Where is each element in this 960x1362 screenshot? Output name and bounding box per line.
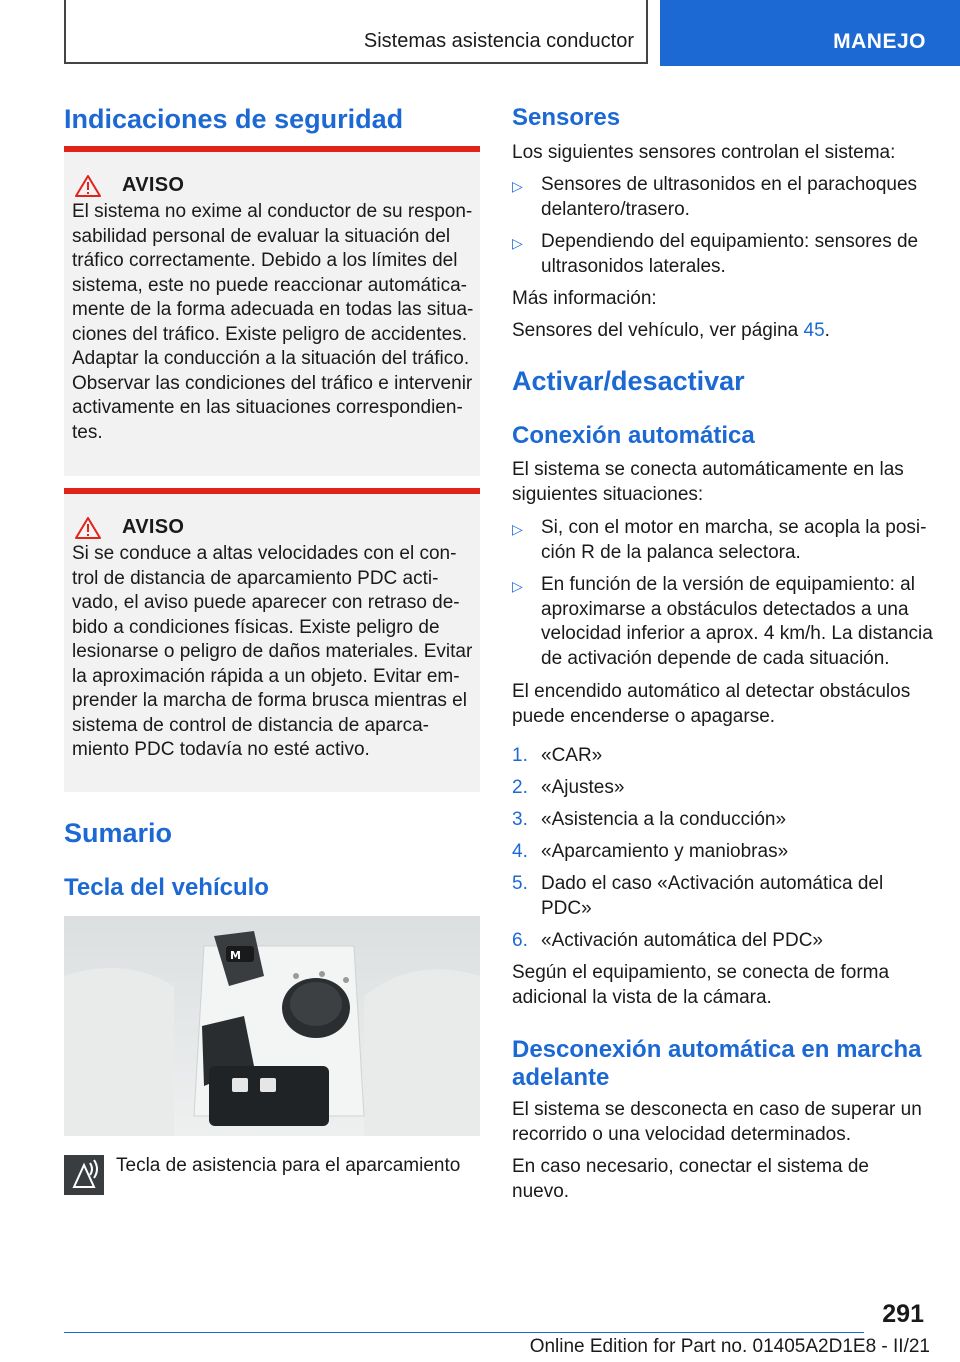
text-line: recorrido o una velocidad determinados.	[512, 1123, 852, 1145]
text-line: El encendido automático al detectar obstáculos	[512, 681, 911, 702]
heading-activate: Activar/desactivar	[512, 366, 745, 396]
step-number: 6.	[512, 930, 528, 951]
step-number: 1.	[512, 745, 528, 766]
step-text: PDC»	[541, 897, 592, 919]
bullet-line: velocidad inferior a aprox. 4 km/h. La distancia	[541, 623, 933, 644]
bullet-triangle-icon: ▷	[512, 521, 523, 537]
footer-divider	[64, 1332, 864, 1333]
header-section-box	[64, 0, 648, 64]
warning-line: la aproximación rápida a un objeto. Evitar em-	[72, 665, 460, 687]
bullet-line: Si, con el motor en marcha, se acopla la posi-	[541, 517, 927, 538]
header-chapter-label: MANEJO	[833, 30, 926, 53]
auto-on-intro	[512, 458, 932, 507]
text-line: nuevo.	[512, 1180, 570, 1202]
warning-box-1	[64, 146, 480, 476]
warning-line: sabilidad personal de evaluar la situación del	[72, 225, 451, 247]
warning-line: Si se conduce a altas velocidades con el con-	[72, 543, 457, 564]
header-section-title: Sistemas asistencia conductor	[363, 30, 634, 52]
step-number: 3.	[512, 809, 528, 830]
text-line: adicional la vista de la cámara.	[512, 986, 772, 1008]
heading-line: Desconexión automática en marcha	[512, 1036, 922, 1063]
photo-caption: Tecla de asistencia para el aparcamiento	[116, 1155, 461, 1176]
svg-text:M: M	[230, 949, 241, 962]
warning-line: El sistema no exime al conductor de su respon-	[72, 201, 473, 222]
see-page-reference	[512, 319, 932, 344]
warning-title: AVISO	[122, 516, 185, 538]
list-item	[512, 516, 932, 566]
heading-auto-off	[512, 1036, 921, 1092]
step-text: «Activación automática del PDC»	[541, 930, 823, 951]
bullet-line: Sensores de ultrasonidos en el parachoques	[541, 174, 918, 195]
step-number: 2.	[512, 777, 528, 798]
warning-line: lesionarse o peligro de daños materiales. Evitar	[72, 641, 473, 662]
text-line: El sistema se conecta automáticamente en las	[512, 459, 904, 480]
auto-off-text	[512, 1098, 932, 1147]
see-page-text: Sensores del vehículo, ver página	[512, 320, 804, 341]
parking-assist-icon	[64, 1155, 104, 1195]
heading-summary: Sumario	[64, 818, 173, 848]
bullet-triangle-icon: ▷	[512, 235, 523, 251]
bullet-line: delantero/trasero.	[541, 198, 690, 220]
page-link[interactable]: 45	[803, 320, 825, 341]
warning-body	[72, 200, 474, 445]
warning-line: sistema de control de distancia de aparca-	[72, 714, 429, 736]
footer-edition: Online Edition for Part no. 01405A2D1E8 - II/21	[529, 1336, 930, 1357]
warning-box-2	[64, 488, 480, 792]
camera-note	[512, 961, 932, 1010]
step-text: «Asistencia a la conducción»	[541, 809, 787, 830]
step-text: «Ajustes»	[541, 777, 625, 798]
warning-line: tráfico correctamente. Debido a los límites del	[72, 250, 458, 271]
heading-vehicle-button: Tecla del vehículo	[64, 874, 269, 901]
heading-auto-on: Conexión automática	[512, 422, 755, 449]
warning-title: AVISO	[122, 174, 185, 196]
warning-line: mente de la forma adecuada en todas las situa-	[72, 299, 474, 320]
warning-line: ciones del tráfico. Existe peligro de accidentes.	[72, 323, 467, 345]
bullet-line: ultrasonidos laterales.	[541, 255, 726, 277]
bullet-line: Dependiendo del equipamiento: sensores de	[541, 231, 919, 252]
bullet-triangle-icon: ▷	[512, 578, 523, 594]
warning-line: vado, el aviso puede aparecer con retraso de-	[72, 592, 460, 613]
warning-triangle-icon	[74, 174, 102, 198]
see-page-end: .	[824, 320, 830, 341]
step-text: Dado el caso «Activación automática del	[541, 873, 884, 894]
heading-safety: Indicaciones de seguridad	[64, 104, 404, 134]
bullet-line: En función de la versión de equipamiento: al	[541, 574, 915, 595]
warning-line: Adaptar la conducción a la situación del tráfico.	[72, 348, 470, 369]
warning-line: miento PDC todavía no esté activo.	[72, 739, 370, 760]
warning-triangle-icon	[74, 516, 102, 540]
warning-line: prender la marcha de forma brusca mientras el	[72, 690, 467, 711]
heading-sensors: Sensores	[512, 104, 621, 131]
warning-line: activamente en las situaciones correspondien-	[72, 397, 463, 418]
warning-line: Observar las condiciones del tráfico e intervenir	[72, 372, 473, 394]
list-item	[512, 230, 932, 280]
reconnect-text	[512, 1155, 932, 1204]
warning-line: sistema, este no puede reaccionar automática-	[72, 274, 467, 296]
page-number: 291	[882, 1300, 924, 1328]
text-line: puede encenderse o apagarse.	[512, 705, 776, 727]
vehicle-console-photo	[64, 916, 480, 1136]
bullet-line: aproximarse a obstáculos detectados a una	[541, 598, 909, 620]
warning-line: tes.	[72, 421, 103, 443]
more-info-label: Más información:	[512, 288, 657, 309]
auto-on-note	[512, 680, 932, 729]
sensors-intro: Los siguientes sensores controlan el sistema:	[512, 142, 896, 163]
warning-line: bido a condiciones físicas. Existe peligro de	[72, 616, 440, 638]
header-chapter-tab	[660, 0, 960, 66]
warning-body	[72, 542, 474, 763]
text-line: siguientes situaciones:	[512, 483, 704, 505]
text-line: El sistema se desconecta en caso de superar un	[512, 1099, 922, 1120]
bullet-line: ción R de la palanca selectora.	[541, 541, 801, 563]
bullet-line: de activación depende de cada situación.	[541, 647, 890, 669]
text-line: Según el equipamiento, se conecta de forma	[512, 962, 890, 983]
step-text: «CAR»	[541, 745, 603, 766]
step-number: 4.	[512, 841, 528, 862]
console-illustration	[64, 916, 480, 1136]
step-number: 5.	[512, 873, 528, 894]
text-line: En caso necesario, conectar el sistema de	[512, 1156, 869, 1177]
warning-line: trol de distancia de aparcamiento PDC acti-	[72, 567, 439, 589]
heading-line: adelante	[512, 1064, 610, 1091]
list-item	[512, 173, 932, 223]
bullet-triangle-icon: ▷	[512, 178, 523, 194]
list-item	[512, 573, 932, 673]
step-text: «Aparcamiento y maniobras»	[541, 841, 789, 862]
